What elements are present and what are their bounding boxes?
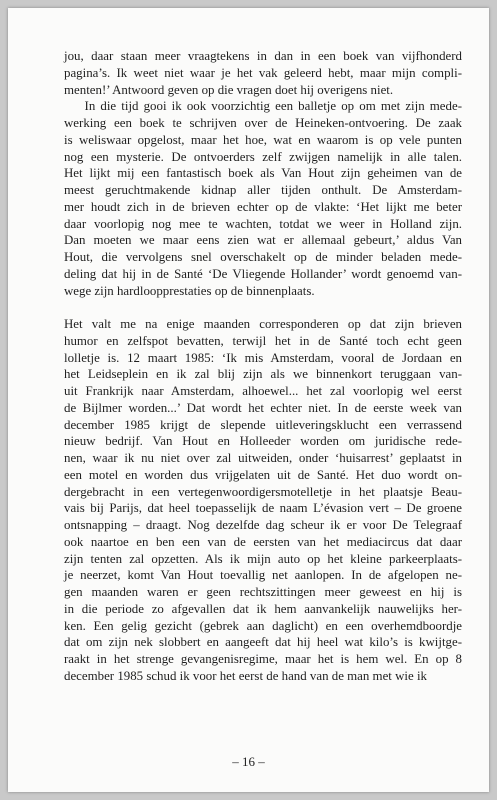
text-line: je neerzet, komt Van Hout toevallig net aanlopen. In de afgelopen ne- — [64, 568, 462, 583]
text-line: gen maanden waren er geen rechtszittingen meer geweest en hij is — [64, 585, 462, 599]
book-page — [8, 8, 489, 792]
text-line: vais bij Parijs, dat heel toepasselijk de naam L’évasion vert – De groene — [64, 501, 462, 516]
text-line: nieuw bedrijf. Van Hout en Holleeder worden om juridische rede- — [64, 434, 462, 449]
text-line: het Leidseplein en ik zal blij zijn als we binnenkort teruggaan van- — [64, 367, 462, 382]
text-line: mer houdt zich in de brieven echter op de vlakte: ‘Het lijkt me beter — [64, 199, 462, 214]
text-line: dergebracht in een vertegenwoordigersmotelletje in het plaatsje Beau- — [64, 484, 462, 499]
text-line: pagina’s. Ik weet niet waar je het vak geleerd hebt, maar mijn compli- — [64, 65, 462, 80]
text-line: december 1985 krijgt de slepende uitleveringsklucht een verrassend — [64, 417, 462, 432]
text-line: ook naartoe en ben een van de eersten van het mediacircus dat daar — [64, 534, 462, 549]
text-line: werking een boek te schrijven over de Heineken-ontvoering. De zaak — [64, 116, 462, 130]
page-number: – 16 – — [232, 754, 265, 769]
text-line: Dan moeten we maar eens zien wat er allemaal gebeurt,’ aldus Van — [64, 233, 462, 248]
text-line: menten!’ Antwoord geven op die vragen doet hij overigens niet. — [64, 82, 394, 97]
paragraph-gap — [64, 299, 462, 316]
text-line: lolletje is. 12 maart 1985: ‘Ik mis Amsterdam, vooral de Jordaan en — [64, 350, 462, 365]
text-line: Het lijkt mij een fantastisch boek als Van Hout zijn geheimen van de — [64, 166, 462, 181]
text-line: ken. Een gelig gezicht (gebrek aan daglicht) en een overhemdboordje — [64, 618, 462, 633]
text-line: uit Frankrijk naar Amsterdam, alhoewel... het zal voorlopig wel eerst — [64, 384, 462, 398]
text-line: wege zijn hardloopprestaties op de binnenplaats. — [64, 283, 315, 298]
text-line: zijn tenten zal opzetten. Als ik mijn auto op het kleine parkeerplaats- — [64, 551, 462, 566]
text-line: deling dat hij in de Santé ‘De Vliegende Hollander’ wordt genoemd van- — [64, 266, 462, 281]
text-line: Het valt me na enige maanden corresponderen op dat zijn brieven — [64, 317, 462, 331]
text-line: jou, daar staan meer vraagtekens in dan in een boek van vijfhonderd — [64, 49, 462, 63]
paragraph-1 — [64, 48, 462, 98]
paragraph-3 — [64, 316, 462, 685]
text-line: december 1985 schud ik voor het eerst de hand van de man met wie ik — [64, 668, 427, 683]
body-text — [64, 48, 462, 685]
paragraph-2 — [64, 98, 462, 299]
text-line: nen, waar ik nu niet over zal uitweiden, onder ‘huisarrest’ geplaatst in — [64, 451, 462, 465]
text-line: Hout, die vervolgens snel overschakelt op de minder beladen mede- — [64, 250, 462, 264]
text-line: is weliswaar opgelost, maar het hoe, wat en waarom is op vele punten — [64, 132, 462, 147]
text-line: een motel en worden dus vrijgelaten uit de Santé. Het duo wordt on- — [64, 467, 462, 482]
text-line: humor en zelfspot bevatten, terwijl het in de Santé toch echt geen — [64, 333, 462, 348]
text-line: nog een mysterie. De ontvoerders zelf zwijgen namelijk in alle talen. — [64, 149, 462, 164]
text-line: ontsnapping – draagt. Nog dezelfde dag scheur ik er voor De Telegraaf — [64, 518, 462, 532]
text-line: de Bijlmer worden...’ Dat wordt het echter niet. In de eerste week van — [64, 400, 462, 415]
text-line: in die periode zo afgevallen dat ik hem aanvankelijk nauwelijks her- — [64, 601, 462, 616]
text-line: In die tijd gooi ik ook voorzichtig een balletje op om met zijn mede- — [64, 99, 462, 114]
text-line: dat om zijn nek slobbert en aangeeft dat hij heel wat kilo’s is kwijtge- — [64, 635, 462, 650]
text-line: raakt in het strenge gevangenisregime, maar het is hem wel. En op 8 — [64, 652, 462, 666]
text-line: daar voorlopig nog mee te wachten, totdat we weer in Holland zijn. — [64, 216, 462, 231]
text-line: meest geruchtmakende kidnap aller tijden onthult. De Amsterdam- — [64, 183, 462, 197]
